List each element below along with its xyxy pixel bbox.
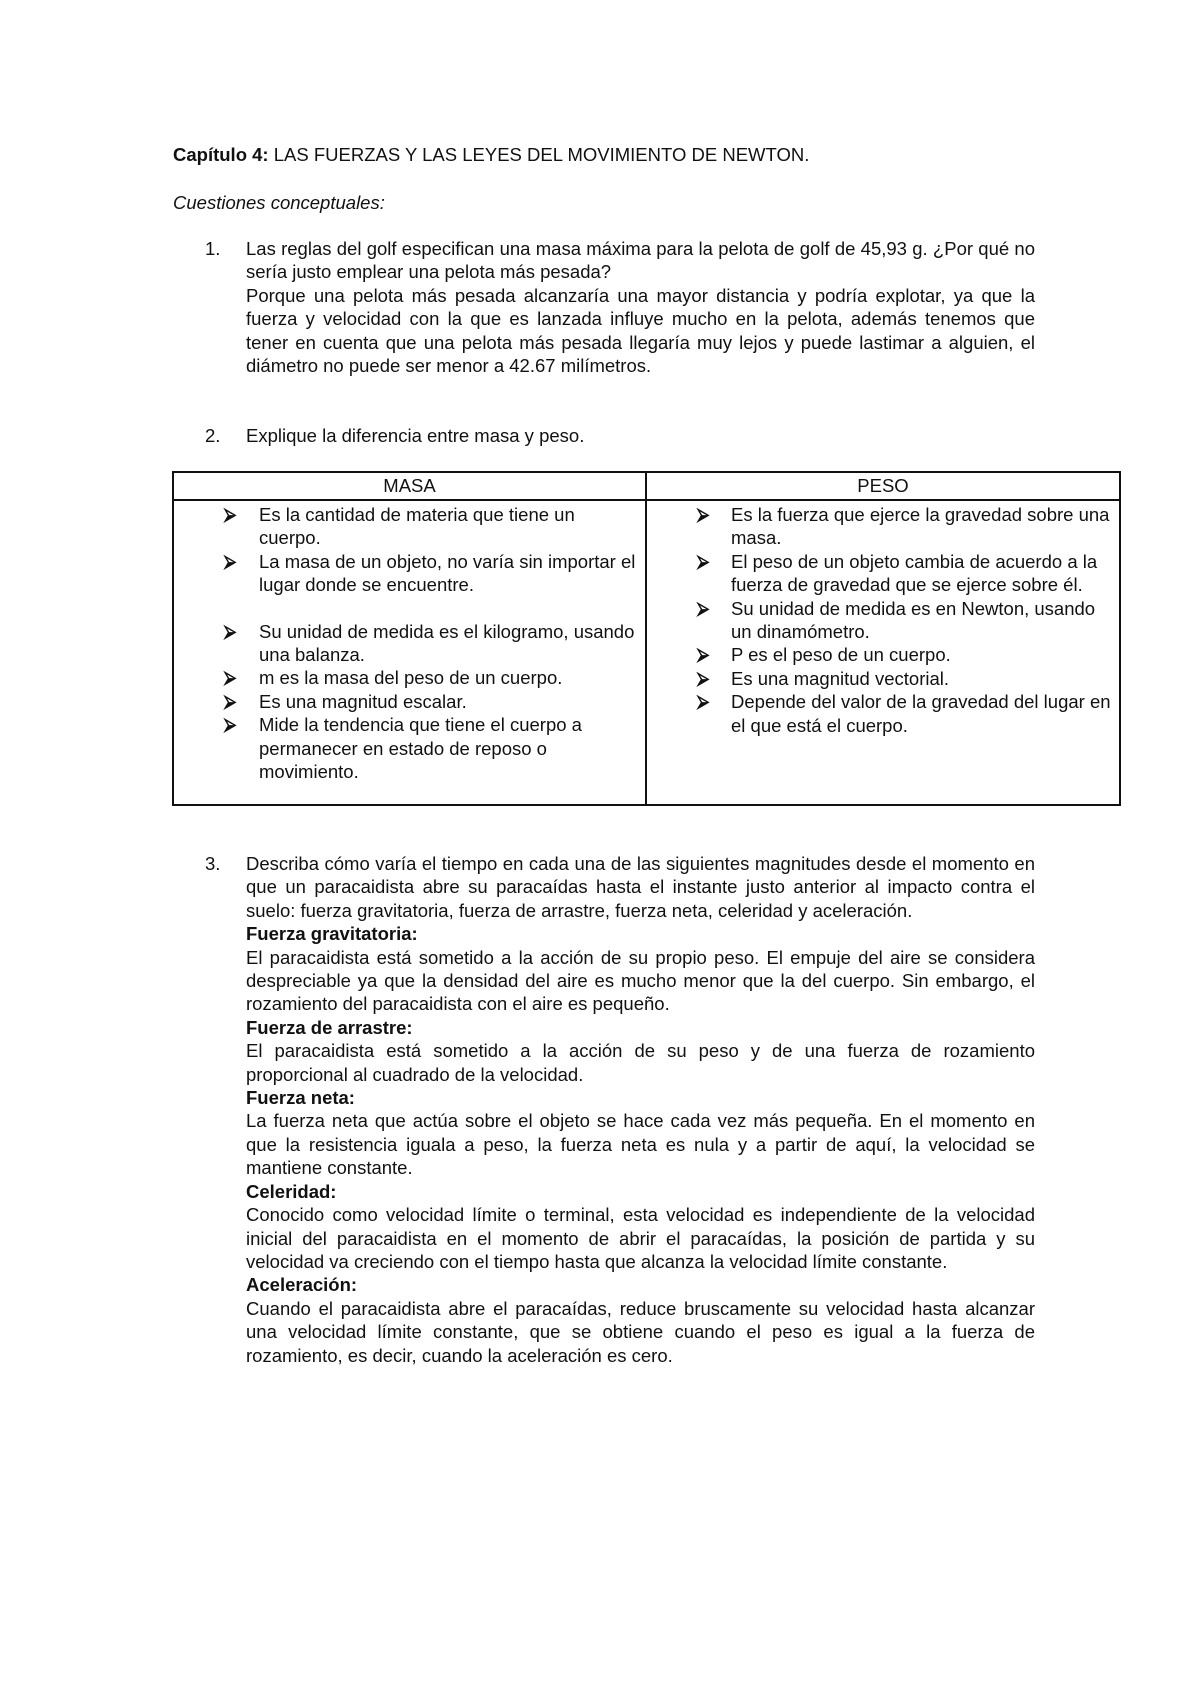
list-item: ⮚ Es la cantidad de materia que tiene un cuerpo. [224, 504, 575, 549]
arrow-bullet-icon: ⮚ [697, 692, 710, 712]
section-heading: Fuerza gravitatoria: [246, 923, 418, 945]
peso-list [647, 501, 1119, 737]
question-body [246, 237, 1035, 377]
question-body [246, 424, 1035, 447]
list-item: ⮚ m es la masa del peso de un cuerpo. [224, 667, 563, 689]
section-heading: Celeridad: [246, 1180, 337, 1202]
arrow-bullet-icon: ⮚ [697, 505, 710, 524]
table-header-row [173, 472, 1120, 500]
question-body [246, 852, 1035, 1367]
question-text: Describa cómo varía el tiempo en cada una de las siguientes magnitudes desde el momento en que un paracaidista abre su paracaídas hasta el instante justo anterior al impacto contra el suelo: fuerza gravitatoria, fuerza de arrastre, fuerza neta, celeridad y aceleración. [246, 853, 1035, 921]
mass-weight-table [172, 471, 1121, 806]
question-number: 2. [205, 425, 221, 446]
list-item: ⮚ Es una magnitud vectorial. [697, 667, 950, 689]
arrow-bullet-icon: ⮚ [224, 551, 237, 571]
arrow-bullet-icon: ⮚ [224, 621, 237, 641]
list-item: ⮚ Mide la tendencia que tiene el cuerpo a permanecer en estado de reposo o movimiento. [224, 714, 582, 783]
question-text: Las reglas del golf especifican una masa máxima para la pelota de golf de 45,93 g. ¿Por qué no sería justo emplear una pelota más pesada? [246, 238, 1035, 283]
header-masa: MASA [173, 472, 646, 500]
question-text: Explique la diferencia entre masa y peso. [246, 425, 585, 446]
list-item: ⮚ P es el peso de un cuerpo. [697, 644, 951, 666]
section-text: El paracaidista está sometido a la acción de su peso y de una fuerza de rozamiento proporcional al cuadrado de la velocidad. [246, 1040, 1035, 1085]
list-item: ⮚ Es la fuerza que ejerce la gravedad sobre una masa. [697, 504, 1110, 549]
arrow-bullet-icon: ⮚ [697, 598, 710, 618]
section-text: La fuerza neta que actúa sobre el objeto se hace cada vez más pequeña. En el momento en que la resistencia iguala a peso, la fuerza neta es nula y a partir de aquí, la velocidad se mantiene constante. [246, 1110, 1035, 1179]
chapter-title [173, 143, 809, 166]
section-text: El paracaidista está sometido a la acción de su propio peso. El empuje del aire se considera despreciable ya que la densidad del aire es mucho menor que la del cuerpo. Sin embargo, el rozamiento del paracaidista con el aire es pequeño. [246, 946, 1035, 1015]
list-item: ⮚ Su unidad de medida es en Newton, usando un dinamómetro. [697, 597, 1096, 643]
section-subtitle: Cuestiones conceptuales: [173, 192, 385, 213]
arrow-bullet-icon: ⮚ [224, 691, 237, 711]
answer-text: Porque una pelota más pesada alcanzaría una mayor distancia y podría explotar, ya que la fuerza y velocidad con la que es lanzada influye mucho en la pelota, además tenemos que tener en cuenta que una pelota más pesada llegaría muy lejos y puede lastimar a alguien, el diámetro no puede ser menor a 42.67 milímetros. [246, 284, 1035, 377]
arrow-bullet-icon: ⮚ [224, 715, 237, 735]
section-text: Conocido como velocidad límite o terminal, esta velocidad es independiente de la velocidad inicial del paracaidista en el momento de abrir el paracaídas, la posición de partida y su velocidad va creciendo con el tiempo hasta que alcanza la velocidad límite constante. [246, 1204, 1035, 1272]
section-text: Cuando el paracaidista abre el paracaídas, reduce bruscamente su velocidad hasta alcanzar una velocidad límite constante, que se obtiene cuando el peso es igual a la fuerza de rozamiento, es decir, cuando la aceleración es cero. [246, 1297, 1035, 1366]
chapter-title-text: LAS FUERZAS Y LAS LEYES DEL MOVIMIENTO DE NEWTON. [273, 144, 810, 165]
header-peso: PESO [646, 472, 1120, 500]
list-item: ⮚ La masa de un objeto, no varía sin importar el lugar donde se encuentre. [224, 550, 636, 596]
list-item: ⮚ Depende del valor de la gravedad del lugar en el que está el cuerpo. [697, 691, 1111, 736]
question-number: 1. [205, 238, 221, 259]
arrow-bullet-icon: ⮚ [697, 668, 710, 688]
section-heading: Aceleración: [246, 1274, 358, 1296]
arrow-bullet-icon: ⮚ [224, 668, 237, 688]
masa-list [174, 501, 645, 783]
peso-cell [646, 500, 1120, 805]
list-item: ⮚ Su unidad de medida es el kilogramo, usando una balanza. [224, 620, 635, 666]
arrow-bullet-icon: ⮚ [697, 551, 710, 571]
question-number: 3. [205, 853, 221, 874]
section-heading: Fuerza de arrastre: [246, 1016, 413, 1038]
arrow-bullet-icon: ⮚ [224, 505, 237, 524]
section-heading: Fuerza neta: [246, 1087, 355, 1109]
table-row [173, 500, 1120, 805]
arrow-bullet-icon: ⮚ [697, 645, 710, 665]
list-item: ⮚ El peso de un objeto cambia de acuerdo a la fuerza de gravedad que se ejerce sobre él. [697, 550, 1098, 596]
masa-cell [173, 500, 646, 805]
list-item: ⮚ Es una magnitud escalar. [224, 690, 467, 712]
chapter-label: Capítulo 4: [173, 144, 269, 165]
